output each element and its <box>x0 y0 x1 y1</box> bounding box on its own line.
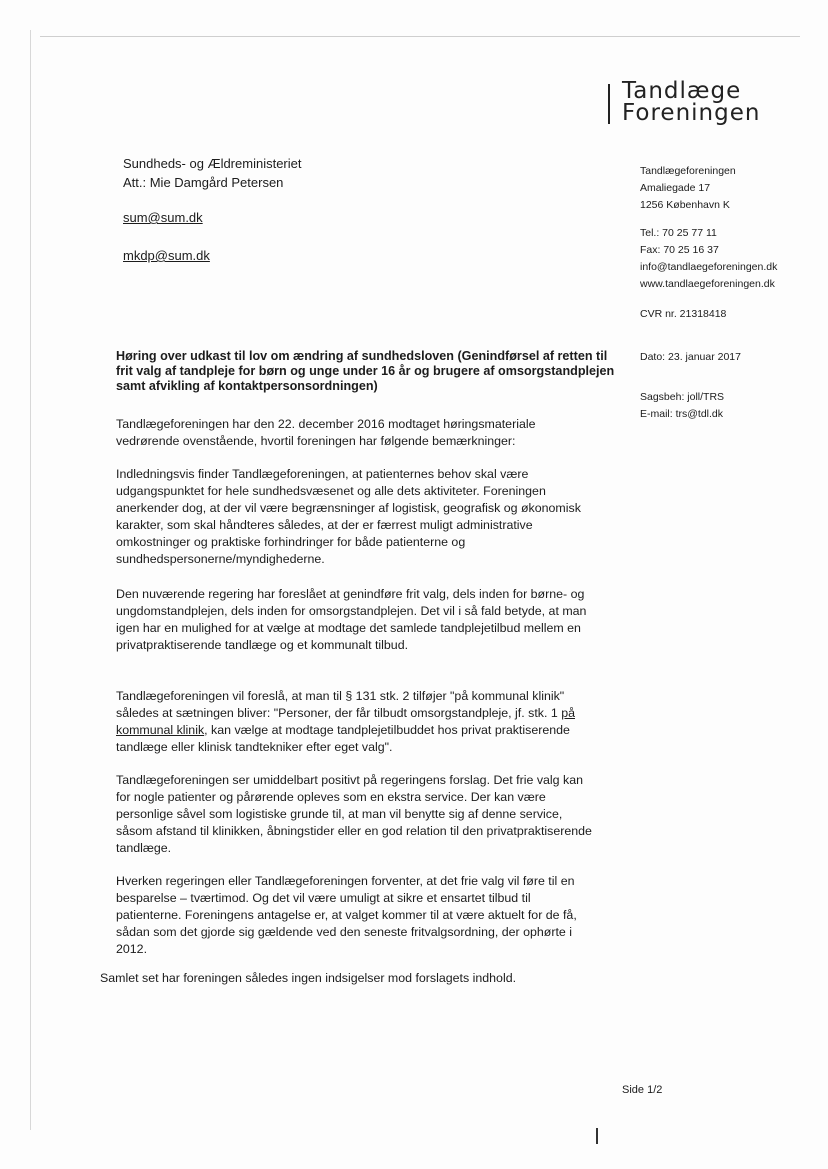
logo-text <box>622 80 760 124</box>
paragraph-5: Tandlægeforeningen ser umiddelbart positivt på regeringens forslag. Det frie valg kan for nogle patienter og pårørende opleves som en ekstra service. Der kan være personlige såvel som logistiske grunde til, at man vil benytte sig af denne service, såsom afstand til klinikken, åbningstider eller en god relation til den privatpraktiserende tandlæge. <box>116 773 592 855</box>
recipient-email-2[interactable]: mkdp@sum.dk <box>123 248 210 263</box>
sender-city: 1256 København K <box>640 199 730 211</box>
sender-cvr: CVR nr. 21318418 <box>640 308 727 320</box>
sender-fax: Fax: 70 25 16 37 <box>640 244 719 256</box>
paragraph-2: Indledningsvis finder Tandlægeforeningen, at patienternes behov skal være udgangspunktet for hele sundhedsvæsenet og alle dets aktiviteter. Foreningen anerkender dog, at der vil være begrænsninger af logistisk, geografisk og økonomisk karakter, som skal håndteres således, at der er færrest muligt administrative omkostninger og praktiske forhindringer for både patienterne og sundhedspersonerne/myndighederne. <box>116 467 581 566</box>
paragraph-4-before: Tandlægeforeningen vil foreslå, at man til § 131 stk. 2 tilføjer "på kommunal klinik" således at sætningen bliver: "Personer, der får tilbudt omsorgstandpleje, jf. stk. 1 <box>116 689 565 720</box>
recipient-name: Sundheds- og Ældreministeriet <box>123 156 302 171</box>
recipient-block <box>123 154 301 192</box>
sender-tel: Tel.: 70 25 77 11 <box>640 227 717 239</box>
bottom-mark <box>596 1128 598 1144</box>
case-info <box>640 389 724 423</box>
paragraph-6: Hverken regeringen eller Tandlægeforeningen forventer, at det frie valg vil føre til en besparelse – tværtimod. Og det vil være umuligt at sikre et ensartet tilbud til patienterne. Foreningens antagelse er, at valget kommer til at være aktuelt for de få, sådan som det gjorde sig gældende ved den seneste fritvalgsordning, der ophørte i 2012. <box>116 874 577 956</box>
case-email: E-mail: trs@tdl.dk <box>640 408 724 420</box>
sender-email: info@tandlaegeforeningen.dk <box>640 261 778 273</box>
sender-street: Amaliegade 17 <box>640 182 711 194</box>
page-number: Side 1/2 <box>622 1084 663 1096</box>
scan-edge-top <box>40 36 800 37</box>
sender-address <box>640 163 736 214</box>
subject-heading: Høring over udkast til lov om ændring af sundhedsloven (Genindførsel af retten til frit valg af tandpleje for børn og unge under 16 år og brugere af omsorgstandplejen samt afvikling af kontaktpersonsordningen) <box>116 349 615 393</box>
sender-contact <box>640 225 777 293</box>
letter-date: Dato: 23. januar 2017 <box>640 351 741 363</box>
recipient-attention: Att.: Mie Damgård Petersen <box>123 175 284 190</box>
case-handler: Sagsbeh: joll/TRS <box>640 391 725 403</box>
scan-edge-left <box>30 30 31 1130</box>
paragraph-3: Den nuværende regering har foreslået at genindføre frit valg, dels inden for børne- og ungdomstandplejen, dels inden for omsorgstandplejen. Det vil i så fald betyde, at man igen har en mulighed for at vælge at modtage det samlede tandplejetilbud mellem en privatpraktiserende tandlæge og et kommunalt tilbud. <box>116 587 587 652</box>
logo-bar <box>608 84 610 124</box>
recipient-email-1[interactable]: sum@sum.dk <box>123 210 203 225</box>
sender-web: www.tandlaegeforeningen.dk <box>640 278 775 290</box>
paragraph-4-after: , kan vælge at modtage tandplejetilbuddet hos privat praktiserende tandlæge eller klinisk tandtekniker efter eget valg". <box>116 723 570 754</box>
paragraph-1: Tandlægeforeningen har den 22. december 2016 modtaget høringsmateriale vedrørende ovenstående, hvortil foreningen har følgende bemærkninger: <box>116 417 536 448</box>
paragraph-4 <box>116 688 596 756</box>
logo-line1: Tandlæge <box>622 78 742 104</box>
paragraph-4-underlined: på kommunal klinik <box>116 706 575 737</box>
logo-line2: Foreningen <box>622 100 761 126</box>
sender-name: Tandlægeforeningen <box>640 165 736 177</box>
closing-statement: Samlet set har foreningen således ingen indsigelser mod forslagets indhold. <box>100 971 517 985</box>
